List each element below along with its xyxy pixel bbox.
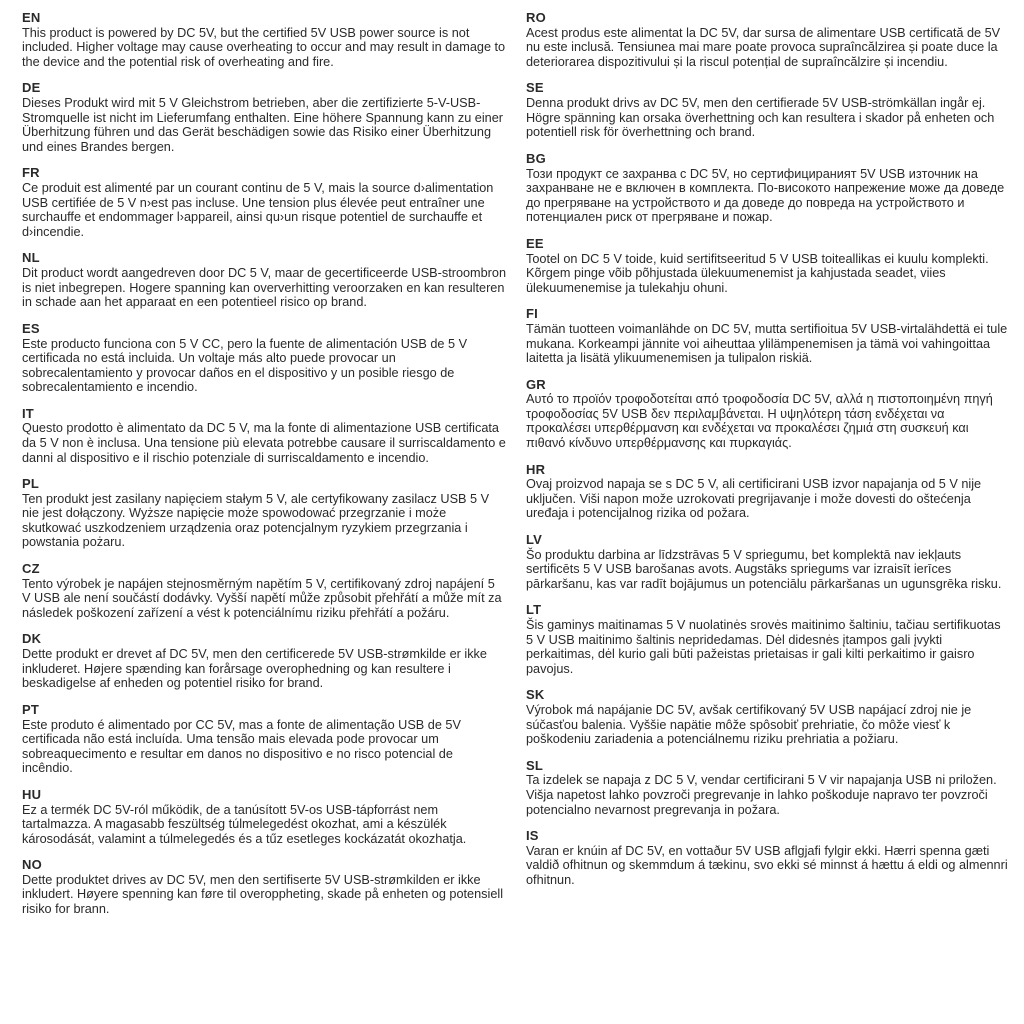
language-text: Dette produktet drives av DC 5V, men den sertifiserte 5V USB-strømkilden er ikke inkludert. Høyere spenning kan føre til overoppheting, skade på enheten og potensiell risiko for brann. bbox=[22, 872, 504, 916]
right-column bbox=[526, 11, 1010, 1024]
language-text: Ovaj proizvod napaja se s DC 5 V, ali certificirani USB izvor napajanja od 5 V nije uključen. Viši napon može uzrokovati pregrijavanje i može dovesti do oštećenja uređaja i potencijalnog rizika od požara. bbox=[526, 477, 982, 521]
language-text: Acest produs este alimentat la DC 5V, dar sursa de alimentare USB certificată de 5V nu este inclusă. Tensiunea mai mare poate provoca supraîncălzirea și poate duce la deteriorarea dispozitivului și la riscul potențial de supraîncălzire și incendiu. bbox=[526, 25, 1001, 69]
section-pl bbox=[22, 477, 506, 550]
section-ee bbox=[526, 237, 1010, 295]
language-text: Този продукт се захранва с DC 5V, но сертифицираният 5V USB източник на захранване не е включен в комплекта. По-високото напрежение може да доведе до прегряване на устройството и да доведе до повреда на устройството и потенциален риск от прегряване и пожар. bbox=[526, 166, 1005, 225]
language-text: Ten produkt jest zasilany napięciem stałym 5 V, ale certyfikowany zasilacz USB 5 V nie jest dołączony. Wyższe napięcie może spowodować przegrzanie i może skutkować uszkodzeniem urządzenia oraz potencjalnym ryzykiem przegrzania i powstania pożaru. bbox=[22, 491, 490, 550]
language-text: Dette produkt er drevet af DC 5V, men den certificerede 5V USB-strømkilde er ikke inkluderet. Højere spænding kan forårsage overophedning og kan resultere i beskadigelse af enheden og potentiel risiko for brand. bbox=[22, 647, 487, 691]
language-code: DK bbox=[22, 631, 42, 647]
language-text: This product is powered by DC 5V, but the certified 5V USB power source is not included. Higher voltage may cause overheating to occur and may result in damage to the device and the potential risk of overheating and fire. bbox=[22, 25, 506, 69]
language-code: IT bbox=[22, 405, 34, 421]
language-text: Denna produkt drivs av DC 5V, men den certifierade 5V USB-strömkällan ingår ej. Högre spänning kan orsaka överhettning och kan resultera i skador på enheten och potentiell risk för överhettning och brand. bbox=[526, 96, 995, 140]
section-it bbox=[22, 407, 506, 465]
section-no bbox=[22, 858, 506, 916]
section-dk bbox=[22, 632, 506, 690]
language-code: IS bbox=[526, 828, 539, 844]
language-code: NL bbox=[22, 250, 40, 266]
language-code: SK bbox=[526, 687, 545, 703]
section-ro bbox=[526, 11, 1010, 69]
language-code: PT bbox=[22, 701, 40, 717]
language-code: GR bbox=[526, 376, 546, 392]
language-text: Ce produit est alimenté par un courant continu de 5 V, mais la source d›alimentation USB certifiée de 5 V n›est pas incluse. Une tension plus élevée peut entraîner une surchauffe et endommager l›appareil, ainsi qu›un risque potentiel de surchauffe et d›incendie. bbox=[22, 181, 494, 239]
section-es bbox=[22, 322, 506, 395]
language-code: PL bbox=[22, 476, 40, 492]
language-text: Questo prodotto è alimentato da DC 5 V, ma la fonte di alimentazione USB certificata da 5 V non è inclusa. Una tensione più elevata potrebbe causare il surriscaldamento e danni al dispositivo e il rischio potenziale di surriscaldamento e incendio. bbox=[22, 421, 506, 465]
language-code: FI bbox=[526, 306, 538, 322]
language-code: LV bbox=[526, 531, 543, 547]
section-fi bbox=[526, 307, 1010, 365]
language-text: Šis gaminys maitinamas 5 V nuolatinės srovės maitinimo šaltiniu, tačiau sertifikuotas 5 V USB maitinimo šaltinis nepridedamas. Dėl didesnės įtampos gali įvykti perkaitimas, dėl kurio gali būti pažeistas prietaisas ir gali kilti perkaitimo ir gaisro pavojus. bbox=[526, 618, 1001, 676]
language-code: SL bbox=[526, 757, 544, 773]
language-text: Este producto funciona con 5 V CC, pero la fuente de alimentación USB de 5 V certificada no está incluida. Un voltaje más alto puede provocar un sobrecalentamiento y provocar daños en el dispositivo y un posible riesgo de sobrecalentamiento e incendio. bbox=[22, 336, 468, 395]
language-code: SE bbox=[526, 80, 544, 96]
section-gr bbox=[526, 378, 1010, 451]
section-lv bbox=[526, 533, 1010, 591]
language-code: RO bbox=[526, 10, 546, 25]
section-se bbox=[526, 81, 1010, 139]
language-text: Tento výrobek je napájen stejnosměrným napětím 5 V, certifikovaný zdroj napájení 5 V USB ale není součástí dodávky. Vyšší napětí může způsobit přehřátí a může mít za následek poškození zařízení a vést k potenciálnímu riziku přehřátí a požáru. bbox=[22, 576, 502, 620]
language-text: Tootel on DC 5 V toide, kuid sertifitseeritud 5 V USB toiteallikas ei kuulu komplekti. Kõrgem pinge võib põhjustada ülekuumenemist ja kahjustada seadet, viies ülekuumenemise ja tulekahju ohuni. bbox=[526, 251, 989, 295]
language-text: Dit product wordt aangedreven door DC 5 V, maar de gecertificeerde USB-stroombron is niet inbegrepen. Hogere spanning kan oververhitting veroorzaken en kan resulteren in schade aan het apparaat en een potentieel risico op brand. bbox=[22, 266, 507, 310]
language-code: HU bbox=[22, 786, 42, 802]
section-nl bbox=[22, 251, 506, 309]
section-is bbox=[526, 829, 1010, 887]
language-text: Ta izdelek se napaja z DC 5 V, vendar certificirani 5 V vir napajanja USB ni priložen. Višja napetost lahko povzroči pregrevanje in lahko poškoduje napravo ter povzroči potencialno nevarnost pregrevanja in požara. bbox=[526, 773, 997, 817]
language-code: CZ bbox=[22, 560, 40, 576]
section-bg bbox=[526, 152, 1010, 225]
language-code: HR bbox=[526, 461, 546, 477]
section-hu bbox=[22, 788, 506, 846]
section-de bbox=[22, 81, 506, 154]
section-pt bbox=[22, 703, 506, 776]
section-sk bbox=[526, 688, 1010, 746]
language-text: Ez a termék DC 5V-ról működik, de a tanúsított 5V-os USB-tápforrást nem tartalmazza. A magasabb feszültség túlmelegedést okozhat, ami a készülék károsodását, valamint a túlmelegedés és a tűz esetleges kockázatát okozhatja. bbox=[22, 802, 467, 846]
language-text: Dieses Produkt wird mit 5 V Gleichstrom betrieben, aber die zertifizierte 5-V-USB-Stromquelle ist nicht im Lieferumfang enthalten. Eine höhere Spannung kann zu einer Überhitzung führen und das Gerät beschädigen sowie das Risiko einer Überhitzung und eines Brandes bergen. bbox=[22, 96, 504, 154]
section-cz bbox=[22, 562, 506, 620]
language-code: BG bbox=[526, 150, 546, 166]
language-text: Šo produktu darbina ar līdzstrāvas 5 V spriegumu, bet komplektā nav iekļauts sertificēts 5 V USB barošanas avots. Augstāks spriegums var izraisīt ierīces pārkaršanu, kas var radīt bojājumus un potenciālu pārkaršanas un ugunsgrēka risku. bbox=[526, 547, 1002, 591]
language-code: FR bbox=[22, 165, 40, 181]
language-code: DE bbox=[22, 80, 41, 96]
language-code: ES bbox=[22, 320, 40, 336]
language-text: Αυτό το προϊόν τροφοδοτείται από τροφοδοσία DC 5V, αλλά η πιστοποιημένη πηγή τροφοδοσίας 5V USB δεν περιλαμβάνεται. Η υψηλότερη τάση ενδέχεται να προκαλέσει υπερθέρμανση και ενδέχεται να προκαλέσει ζημιά στη συσκευή και πιθανό κίνδυνο υπερθέρμανσης και πυρκαγιάς. bbox=[526, 392, 993, 450]
section-fr bbox=[22, 166, 506, 239]
language-code: EN bbox=[22, 10, 41, 25]
section-sl bbox=[526, 759, 1010, 817]
language-text: Este produto é alimentado por CC 5V, mas a fonte de alimentação USB de 5V certificada não está incluída. Uma tensão mais elevada pode provocar um sobreaquecimento e resultar em danos no dispositivo e no risco potencial de incêndio. bbox=[22, 717, 461, 776]
language-code: EE bbox=[526, 235, 544, 251]
section-en bbox=[22, 11, 506, 69]
section-hr bbox=[526, 463, 1010, 521]
language-text: Výrobok má napájanie DC 5V, avšak certifikovaný 5V USB napájací zdroj nie je súčasťou balenia. Vyššie napätie môže spôsobiť prehriatie, čo môže viesť k poškodeniu zariadenia a potenciálnemu riziku prehriatia a požiaru. bbox=[526, 703, 972, 747]
language-text: Varan er knúin af DC 5V, en vottaður 5V USB aflgjafi fylgir ekki. Hærri spenna gæti valdið ofhitnun og skemmdum á tækinu, svo ekki sé minnst á hættu á eldi og almennri ofhitnun. bbox=[526, 843, 1008, 887]
section-lt bbox=[526, 603, 1010, 676]
language-text: Tämän tuotteen voimanlähde on DC 5V, mutta sertifioitua 5V USB-virtalähdettä ei tule mukana. Korkeampi jännite voi aiheuttaa ylilämpenemisen ja tämä voi vahingoittaa laitetta ja lisätä ylikuumenemisen ja tulipalon riskiä. bbox=[526, 321, 1008, 366]
language-code: NO bbox=[22, 857, 42, 873]
language-code: LT bbox=[526, 602, 542, 618]
left-column bbox=[22, 11, 506, 1024]
